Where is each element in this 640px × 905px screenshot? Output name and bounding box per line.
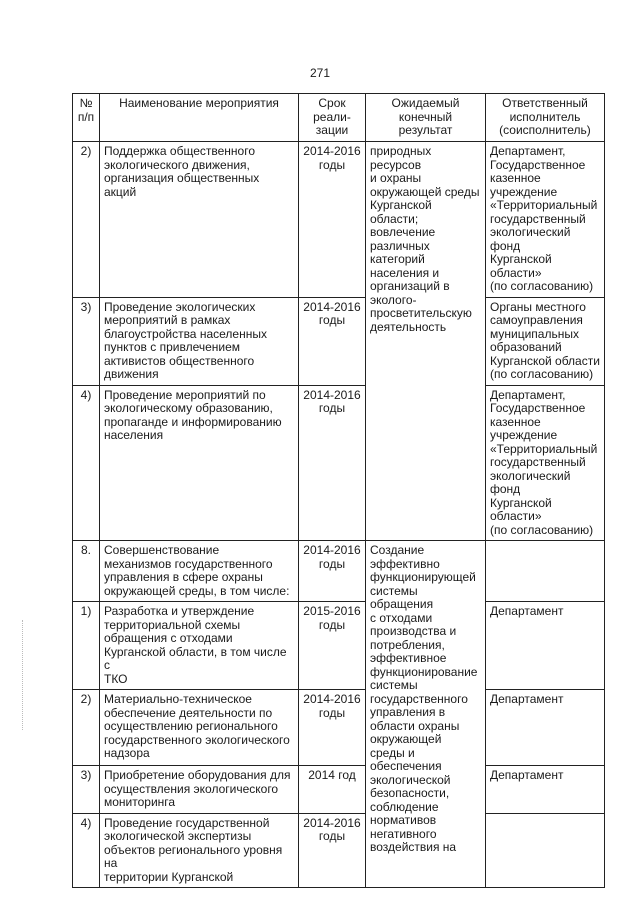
row-num: 2) — [73, 690, 100, 766]
row-executor — [486, 541, 605, 602]
row-num: 8. — [73, 541, 100, 602]
row-executor: Органы местного самоуправления муниципальных образований Курганской области (по согласованию) — [486, 297, 605, 385]
row-name: Совершенствование механизмов государственного управления в сфере охраны окружающей среды, в том числе: — [100, 541, 299, 602]
page-number: 271 — [309, 66, 331, 80]
header-row — [73, 94, 605, 142]
row-name: Материально-техническое обеспечение деятельности по осуществлению регионального государственного экологического надзора — [100, 690, 299, 766]
header-term: Срок реали- зации — [299, 94, 366, 142]
row-term: 2014 год — [299, 766, 366, 814]
row-executor — [486, 813, 605, 888]
margin-mark — [22, 620, 24, 730]
table-row — [73, 541, 605, 602]
header-result: Ожидаемый конечный результат — [366, 94, 486, 142]
row-name: Проведение мероприятий по экологическому образованию, пропаганде и информированию населения — [100, 385, 299, 541]
row-num: 3) — [73, 297, 100, 385]
row-num: 3) — [73, 766, 100, 814]
row-term: 2014-2016 годы — [299, 690, 366, 766]
row-term: 2014-2016 годы — [299, 142, 366, 298]
table-row — [73, 297, 605, 385]
row-name: Проведение экологических мероприятий в рамках благоустройства населенных пунктов с привлечением активистов общественного движения — [100, 297, 299, 385]
row-name: Проведение государственной экологической экспертизы объектов регионального уровня на территории Курганской — [100, 813, 299, 888]
row-executor: Департамент — [486, 602, 605, 690]
measures-table — [72, 93, 605, 888]
table-row — [73, 142, 605, 298]
row-result-group-1: природных ресурсов и охраны окружающей среды Курганской области; вовлечение различных категорий населения и организаций в эколого- просветительскую деятельность — [366, 142, 486, 541]
table-row — [73, 385, 605, 541]
table-row — [73, 690, 605, 766]
row-name: Поддержка общественного экологического движения, организация общественных акций — [100, 142, 299, 298]
header-executor: Ответственный исполнитель (соисполнитель) — [486, 94, 605, 142]
table-row — [73, 602, 605, 690]
header-name: Наименование мероприятия — [100, 94, 299, 142]
row-executor: Департамент, Государственное казенное учреждение «Территориальный государственный экологический фонд Курганской области» (по согласованию) — [486, 142, 605, 298]
table-row — [73, 813, 605, 888]
table-row — [73, 766, 605, 814]
row-num: 4) — [73, 385, 100, 541]
row-term: 2014-2016 годы — [299, 813, 366, 888]
row-term: 2014-2016 годы — [299, 385, 366, 541]
row-executor: Департамент — [486, 766, 605, 814]
row-num: 4) — [73, 813, 100, 888]
row-executor: Департамент, Государственное казенное учреждение «Территориальный государственный экологический фонд Курганской области» (по согласованию) — [486, 385, 605, 541]
row-term: 2014-2016 годы — [299, 297, 366, 385]
header-num: № п/п — [73, 94, 100, 142]
row-num: 1) — [73, 602, 100, 690]
row-executor: Департамент — [486, 690, 605, 766]
row-result-group-2: Создание эффективно функционирующей системы обращения с отходами производства и потребления, эффективное функционирование системы государственного управления в области охраны окружающей среды и обеспечения экологической безопасности, соблюдение нормативов негативного воздействия на — [366, 541, 486, 888]
row-name: Разработка и утверждение территориальной схемы обращения с отходами Курганской области, в том числе с ТКО — [100, 602, 299, 690]
row-term: 2014-2016 годы — [299, 541, 366, 602]
row-num: 2) — [73, 142, 100, 298]
row-term: 2015-2016 годы — [299, 602, 366, 690]
row-name: Приобретение оборудования для осуществления экологического мониторинга — [100, 766, 299, 814]
